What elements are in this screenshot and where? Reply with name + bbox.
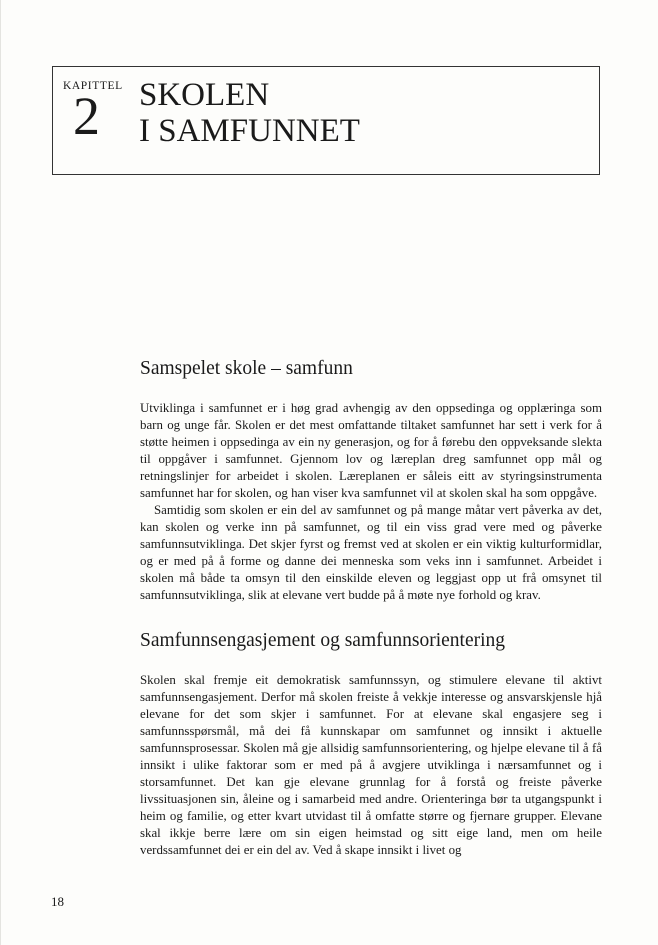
chapter-title-line-1: SKOLEN: [139, 77, 270, 113]
paragraph: Skolen skal fremje eit demokratisk samfunnssyn, og stimulere elevane til aktivt samfunnsengasjement. Derfor må skolen freiste å vekkje interesse og ansvarskjensle hjå elevane for det som skjer i samfunnet. For at elevane skal engasjere seg i samfunnsspørsmål, må dei få kunnskapar om samfunnet og innsikt i aktuelle samfunnsprosessar. Skolen må gje allsidig samfunnsorientering, og hjelpe elevane til å få innsikt i ulike faktorar som er med på å avgjere utviklinga i nærsamfunnet og i storsamfunnet. Det kan gje elevane grunnlag for å forstå og freiste påverke livssituasjonen sin, åleine og i samarbeid med andre. Orienteringa bør ta utgangspunkt i heim og familie, og etter kvart utvidast til å omfatte større og fjernare grupper. Elevane skal ikkje berre lære om sin eigen heimstad og sitt eige land, men om heile verdssamfunnet dei er ein del av. Ved å skape innsikt i livet og: [140, 673, 602, 857]
paragraph: Samtidig som skolen er ein del av samfunnet og på mange måtar vert påverka av det, kan skolen og verke inn på samfunnet, og til ein viss grad vere med og påverke samfunnsutviklinga. Det skjer fyrst og fremst ved at skolen er ein viktig kulturformidlar, og er med på å forme og danne dei menneska som veks inn i samfunnet. Arbeidet i skolen må både ta omsyn til den einskilde eleven og leggjast opp ut frå omsynet til samfunnsutviklinga, slik at elevane vert budde på å møte nye forhold og krav.: [140, 503, 602, 602]
page-number: 18: [51, 894, 64, 909]
chapter-title-line-2: I SAMFUNNET: [139, 113, 360, 149]
body-content: [140, 356, 602, 859]
section-heading-samfunnsengasjement: Samfunnsengasjement og samfunnsorientering: [140, 630, 506, 651]
chapter-number: 2: [73, 86, 100, 146]
paragraph: Utviklinga i samfunnet er i høg grad avhengig av den oppsedinga og opplæringa som barn og unge får. Skolen er det mest omfattande tiltaket samfunnet har sett i verk for å støtte heimen i oppsedinga av ein ny generasjon, og for å førebu den oppveksande slekta til oppgåver i samfunnet. Gjennom lov og læreplan dreg samfunnet opp mål og retningslinjer for arbeidet i skolen. Læreplanen er såleis eitt av styringsinstrumenta samfunnet har for skolen, og han viser kva samfunnet vil at skolen skal ha som oppgåve.: [140, 401, 602, 500]
section-heading-samspelet: Samspelet skole – samfunn: [140, 358, 353, 379]
chapter-title: [139, 77, 360, 149]
chapter-label: KAPITTEL: [63, 80, 123, 92]
chapter-header-box: [52, 66, 600, 175]
